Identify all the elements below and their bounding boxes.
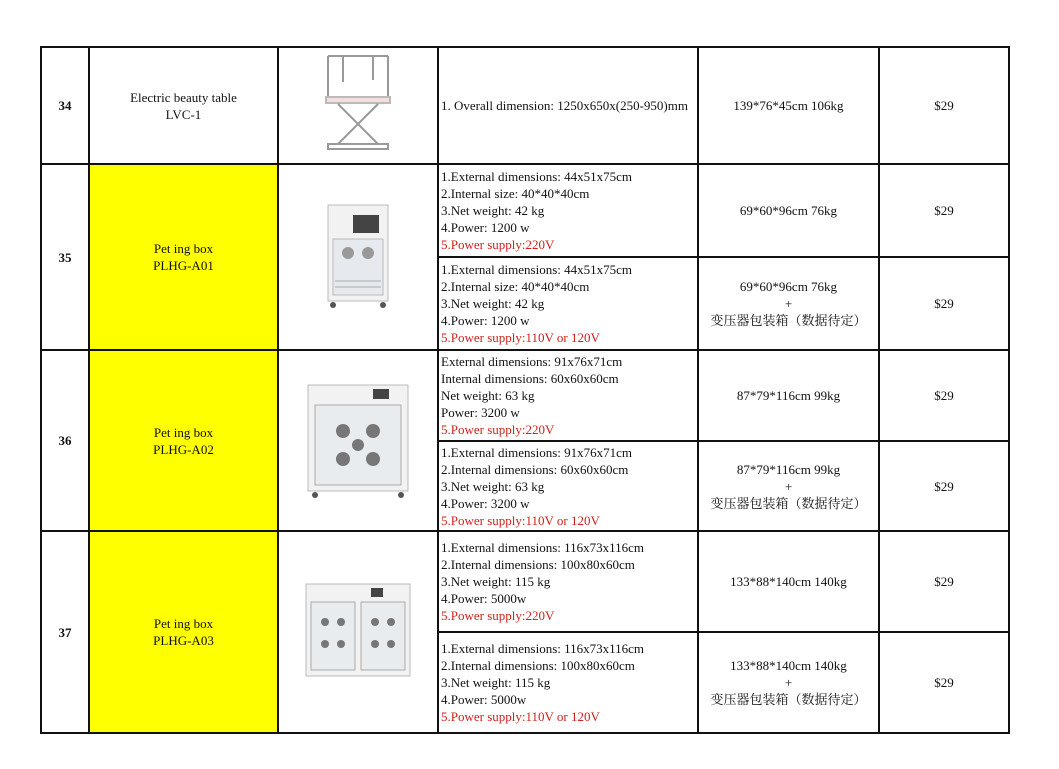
power-supply-line: 5.Power supply:110V or 120V bbox=[441, 330, 600, 345]
package-size: 69*60*96cm 76kg bbox=[739, 279, 838, 294]
spec-line: 2.Internal size: 40*40*40cm bbox=[441, 279, 590, 294]
spec-line: 1.External dimensions: 44x51x75cm bbox=[441, 262, 633, 277]
product-image-drying-box-a02 bbox=[278, 350, 438, 531]
power-supply-line: 5.Power supply:220V bbox=[441, 608, 555, 623]
product-name bbox=[89, 350, 278, 531]
spec-cell bbox=[438, 47, 698, 164]
model-text: PLHG-A02 bbox=[153, 441, 214, 457]
package-plus: + bbox=[784, 675, 793, 690]
product-image-beauty-table bbox=[278, 47, 438, 164]
spec-line: 2.Internal dimensions: 60x60x60cm bbox=[441, 461, 629, 477]
spec-line: 4.Power: 5000w bbox=[441, 692, 527, 707]
package-cell: 133*88*140cm 140kg bbox=[698, 531, 879, 632]
table-row bbox=[41, 531, 1009, 632]
spec-cell bbox=[438, 257, 698, 350]
package-note: 变压器包装箱（数据待定） bbox=[710, 313, 867, 328]
package-cell bbox=[698, 257, 879, 350]
power-supply-line: 5.Power supply:220V bbox=[441, 237, 555, 252]
spec-line: 3.Net weight: 42 kg bbox=[441, 296, 545, 311]
package-plus: + bbox=[784, 478, 793, 494]
spec-line: 2.Internal dimensions: 100x80x60cm bbox=[441, 658, 635, 673]
name-text: Electric beauty table bbox=[130, 89, 237, 105]
price-cell: $29 bbox=[879, 441, 1009, 531]
spec-line: 1. Overall dimension: 1250x650x(250-950)mm bbox=[441, 98, 688, 113]
package-cell bbox=[698, 441, 879, 531]
item-number: 35 bbox=[41, 164, 89, 350]
name-text: Pet ing box bbox=[153, 616, 214, 631]
product-table bbox=[40, 46, 1010, 734]
package-cell: 69*60*96cm 76kg bbox=[698, 164, 879, 257]
model-text: PLHG-A01 bbox=[153, 258, 214, 273]
spec-line: 3.Net weight: 42 kg bbox=[441, 203, 545, 218]
product-name bbox=[89, 164, 278, 350]
package-note: 变压器包装箱（数据待定） bbox=[710, 692, 867, 707]
item-number: 36 bbox=[41, 350, 89, 531]
power-supply-line: 5.Power supply:110V or 120V bbox=[441, 709, 600, 724]
spec-line: External dimensions: 91x76x71cm bbox=[441, 354, 623, 369]
spec-line: 4.Power: 1200 w bbox=[441, 313, 530, 328]
price-cell: $29 bbox=[879, 257, 1009, 350]
spec-line: 1.External dimensions: 91x76x71cm bbox=[441, 444, 633, 460]
price-cell: $29 bbox=[879, 531, 1009, 632]
spec-cell bbox=[438, 441, 698, 531]
price-cell: $29 bbox=[879, 632, 1009, 733]
package-note: 变压器包装箱（数据待定） bbox=[710, 495, 867, 511]
spec-line: Net weight: 63 kg bbox=[441, 388, 535, 403]
spec-line: 1.External dimensions: 44x51x75cm bbox=[441, 169, 633, 184]
item-number: 37 bbox=[41, 531, 89, 733]
spec-line: Internal dimensions: 60x60x60cm bbox=[441, 371, 619, 386]
product-image-drying-box-a03 bbox=[278, 531, 438, 733]
package-cell: 87*79*116cm 99kg bbox=[698, 350, 879, 441]
spec-line: 4.Power: 3200 w bbox=[441, 495, 530, 511]
spec-cell bbox=[438, 632, 698, 733]
spec-line: 1.External dimensions: 116x73x116cm bbox=[441, 641, 645, 656]
spec-line: 3.Net weight: 115 kg bbox=[441, 574, 551, 589]
table-row bbox=[41, 47, 1009, 164]
package-cell: 139*76*45cm 106kg bbox=[698, 47, 879, 164]
item-number: 34 bbox=[41, 47, 89, 164]
package-size: 133*88*140cm 140kg bbox=[730, 658, 847, 673]
spec-line: 3.Net weight: 63 kg bbox=[441, 478, 545, 494]
spec-line: 3.Net weight: 115 kg bbox=[441, 675, 551, 690]
spec-cell bbox=[438, 164, 698, 257]
model-text: PLHG-A03 bbox=[153, 633, 214, 648]
spec-cell bbox=[438, 531, 698, 632]
package-plus: + bbox=[784, 296, 793, 311]
table-row bbox=[41, 164, 1009, 257]
power-supply-line: 5.Power supply:110V or 120V bbox=[441, 512, 600, 528]
package-cell bbox=[698, 632, 879, 733]
spec-line: 1.External dimensions: 116x73x116cm bbox=[441, 540, 645, 555]
spec-line: 2.Internal dimensions: 100x80x60cm bbox=[441, 557, 635, 572]
product-name bbox=[89, 531, 278, 733]
name-text: Pet ing box bbox=[153, 424, 214, 440]
price-cell: $29 bbox=[879, 164, 1009, 257]
power-supply-line: 5.Power supply:220V bbox=[441, 422, 555, 437]
name-text: Pet ing box bbox=[153, 241, 214, 256]
model-text: LVC-1 bbox=[165, 106, 202, 122]
spec-line: Power: 3200 w bbox=[441, 405, 520, 420]
spec-cell bbox=[438, 350, 698, 441]
price-cell: $29 bbox=[879, 47, 1009, 164]
table-row bbox=[41, 350, 1009, 441]
spec-line: 2.Internal size: 40*40*40cm bbox=[441, 186, 590, 201]
product-image-drying-box-a01 bbox=[278, 164, 438, 350]
price-cell: $29 bbox=[879, 350, 1009, 441]
spec-line: 4.Power: 1200 w bbox=[441, 220, 530, 235]
package-size: 87*79*116cm 99kg bbox=[736, 461, 841, 477]
product-name bbox=[89, 47, 278, 164]
spec-line: 4.Power: 5000w bbox=[441, 591, 527, 606]
